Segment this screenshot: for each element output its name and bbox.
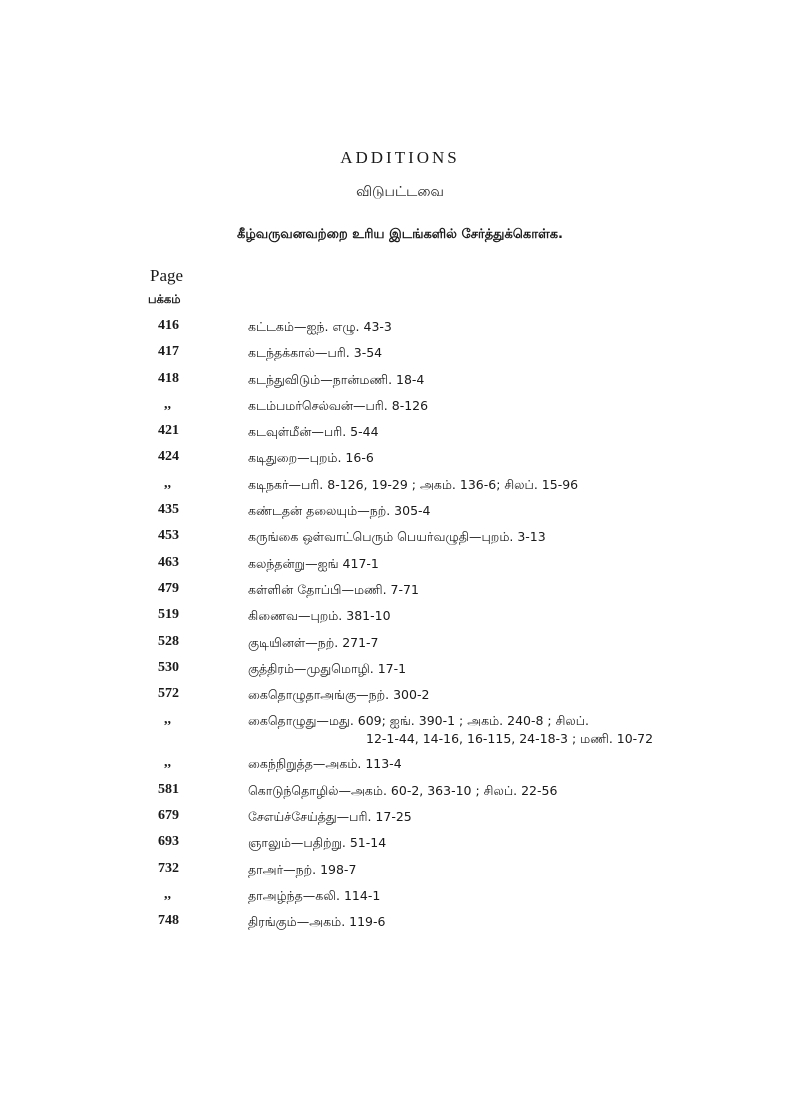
entry-page-ditto: ,, (164, 886, 171, 902)
entry-text: கிணைவ—புறம். 381-10 (248, 608, 391, 624)
entry-page: 693 (158, 834, 179, 850)
entry-text: கடந்துவிடும்—நான்மணி. 18-4 (248, 371, 425, 387)
entry-text: கருங்கை ஒள்வாட்பெரும் பெயர்வழுதி—புறம். 3-13 (248, 529, 546, 545)
entry-page: 530 (158, 659, 179, 675)
list-item (0, 887, 800, 913)
list-item (0, 634, 800, 660)
entry-page: 463 (158, 554, 179, 570)
entry-text: கடம்பமர்செல்வன்—பரி. 8-126 (248, 397, 429, 413)
entry-text: கட்டகம்—ஐந். எழு. 43-3 (248, 319, 392, 334)
entry-page: 479 (158, 580, 179, 596)
list-item (0, 861, 800, 887)
entry-page: 424 (158, 449, 179, 465)
entry-page: 581 (158, 781, 179, 797)
entry-text-line1: கைதொழுது—மது. 609; ஐங். 390-1 ; அகம். 240-8 ; சிலப். (248, 713, 590, 729)
list-item (0, 371, 800, 397)
column-heading-page: Page (150, 266, 184, 285)
page-subtitle: விடுபட்டவை (356, 184, 444, 200)
list-item (0, 449, 800, 475)
entry-text: தாஅர்—நற். 198-7 (248, 861, 357, 877)
list-item (0, 913, 800, 939)
entry-page: 528 (158, 633, 179, 649)
entry-text: திரங்கும்—அகம். 119-6 (248, 914, 386, 930)
list-item (0, 712, 800, 755)
list-item (0, 660, 800, 686)
list-item (0, 397, 800, 423)
list-item (0, 686, 800, 712)
page-title: ADDITIONS (340, 148, 460, 167)
entry-page: 748 (158, 913, 179, 929)
list-item (0, 581, 800, 607)
entry-page-ditto: ,, (164, 712, 171, 728)
entry-page: 572 (158, 686, 179, 702)
list-item (0, 808, 800, 834)
list-item (0, 555, 800, 581)
list-item (0, 607, 800, 633)
entry-text: கடந்தக்கால்—பரி. 3-54 (248, 345, 383, 361)
entry-page: 418 (158, 370, 179, 386)
entry-text: சேஎய்ச்சேய்த்து—பரி. 17-25 (248, 809, 412, 825)
additions-list (0, 318, 800, 940)
entry-text-line2: 12-1-44, 14-16, 16-115, 24-18-3 ; மணி. 10-72 (366, 731, 654, 747)
entry-page-ditto: ,, (164, 475, 171, 491)
entry-text: கைந்நிறுத்த—அகம். 113-4 (248, 756, 402, 772)
entry-text: கள்ளின் தோப்பி—மணி. 7-71 (248, 581, 419, 597)
entry-text: கொடுந்தொழில்—அகம். 60-2, 363-10 ; சிலப். 22-56 (248, 782, 558, 798)
entry-page: 519 (158, 607, 179, 623)
list-item (0, 782, 800, 808)
list-item (0, 423, 800, 449)
entry-text: கைதொழுதாஅங்கு—நற். 300-2 (248, 687, 430, 703)
column-heading-pakkam: பக்கம் (148, 292, 181, 306)
list-item (0, 834, 800, 860)
entry-text (248, 712, 738, 748)
entry-page: 679 (158, 808, 179, 824)
entry-page: 435 (158, 502, 179, 518)
list-item (0, 502, 800, 528)
entry-text: கடிநகர்—பரி. 8-126, 19-29 ; அகம். 136-6; சிலப். 15-96 (248, 476, 579, 492)
entry-text: தாஅழ்ந்த—கலி. 114-1 (248, 887, 381, 903)
entry-text: ஞாலும்—பதிற்று. 51-14 (248, 835, 387, 851)
list-item (0, 476, 800, 502)
entry-page: 453 (158, 528, 179, 544)
instruction-text: கீழ்வருவனவற்றை உரிய இடங்களில் சேர்த்துக்கொள்க. (237, 227, 563, 242)
entry-text: குடியினள்—நற். 271-7 (248, 634, 379, 650)
entry-page: 416 (158, 318, 179, 333)
list-item (0, 528, 800, 554)
entry-text: கடிதுறை—புறம். 16-6 (248, 450, 374, 466)
entry-page-ditto: ,, (164, 755, 171, 771)
entry-text: கடவுள்மீன்—பரி. 5-44 (248, 424, 379, 440)
entry-page: 421 (158, 423, 179, 439)
list-item (0, 318, 800, 344)
entry-text: கண்டதன் தலையும்—நற். 305-4 (248, 503, 431, 519)
list-item (0, 755, 800, 781)
entry-page: 417 (158, 344, 179, 360)
entry-text: கலந்தன்று—ஐங் 417-1 (248, 555, 379, 571)
entry-text: குத்திரம்—முதுமொழி. 17-1 (248, 660, 407, 676)
entry-page: 732 (158, 860, 179, 876)
list-item (0, 344, 800, 370)
entry-page-ditto: ,, (164, 396, 171, 412)
